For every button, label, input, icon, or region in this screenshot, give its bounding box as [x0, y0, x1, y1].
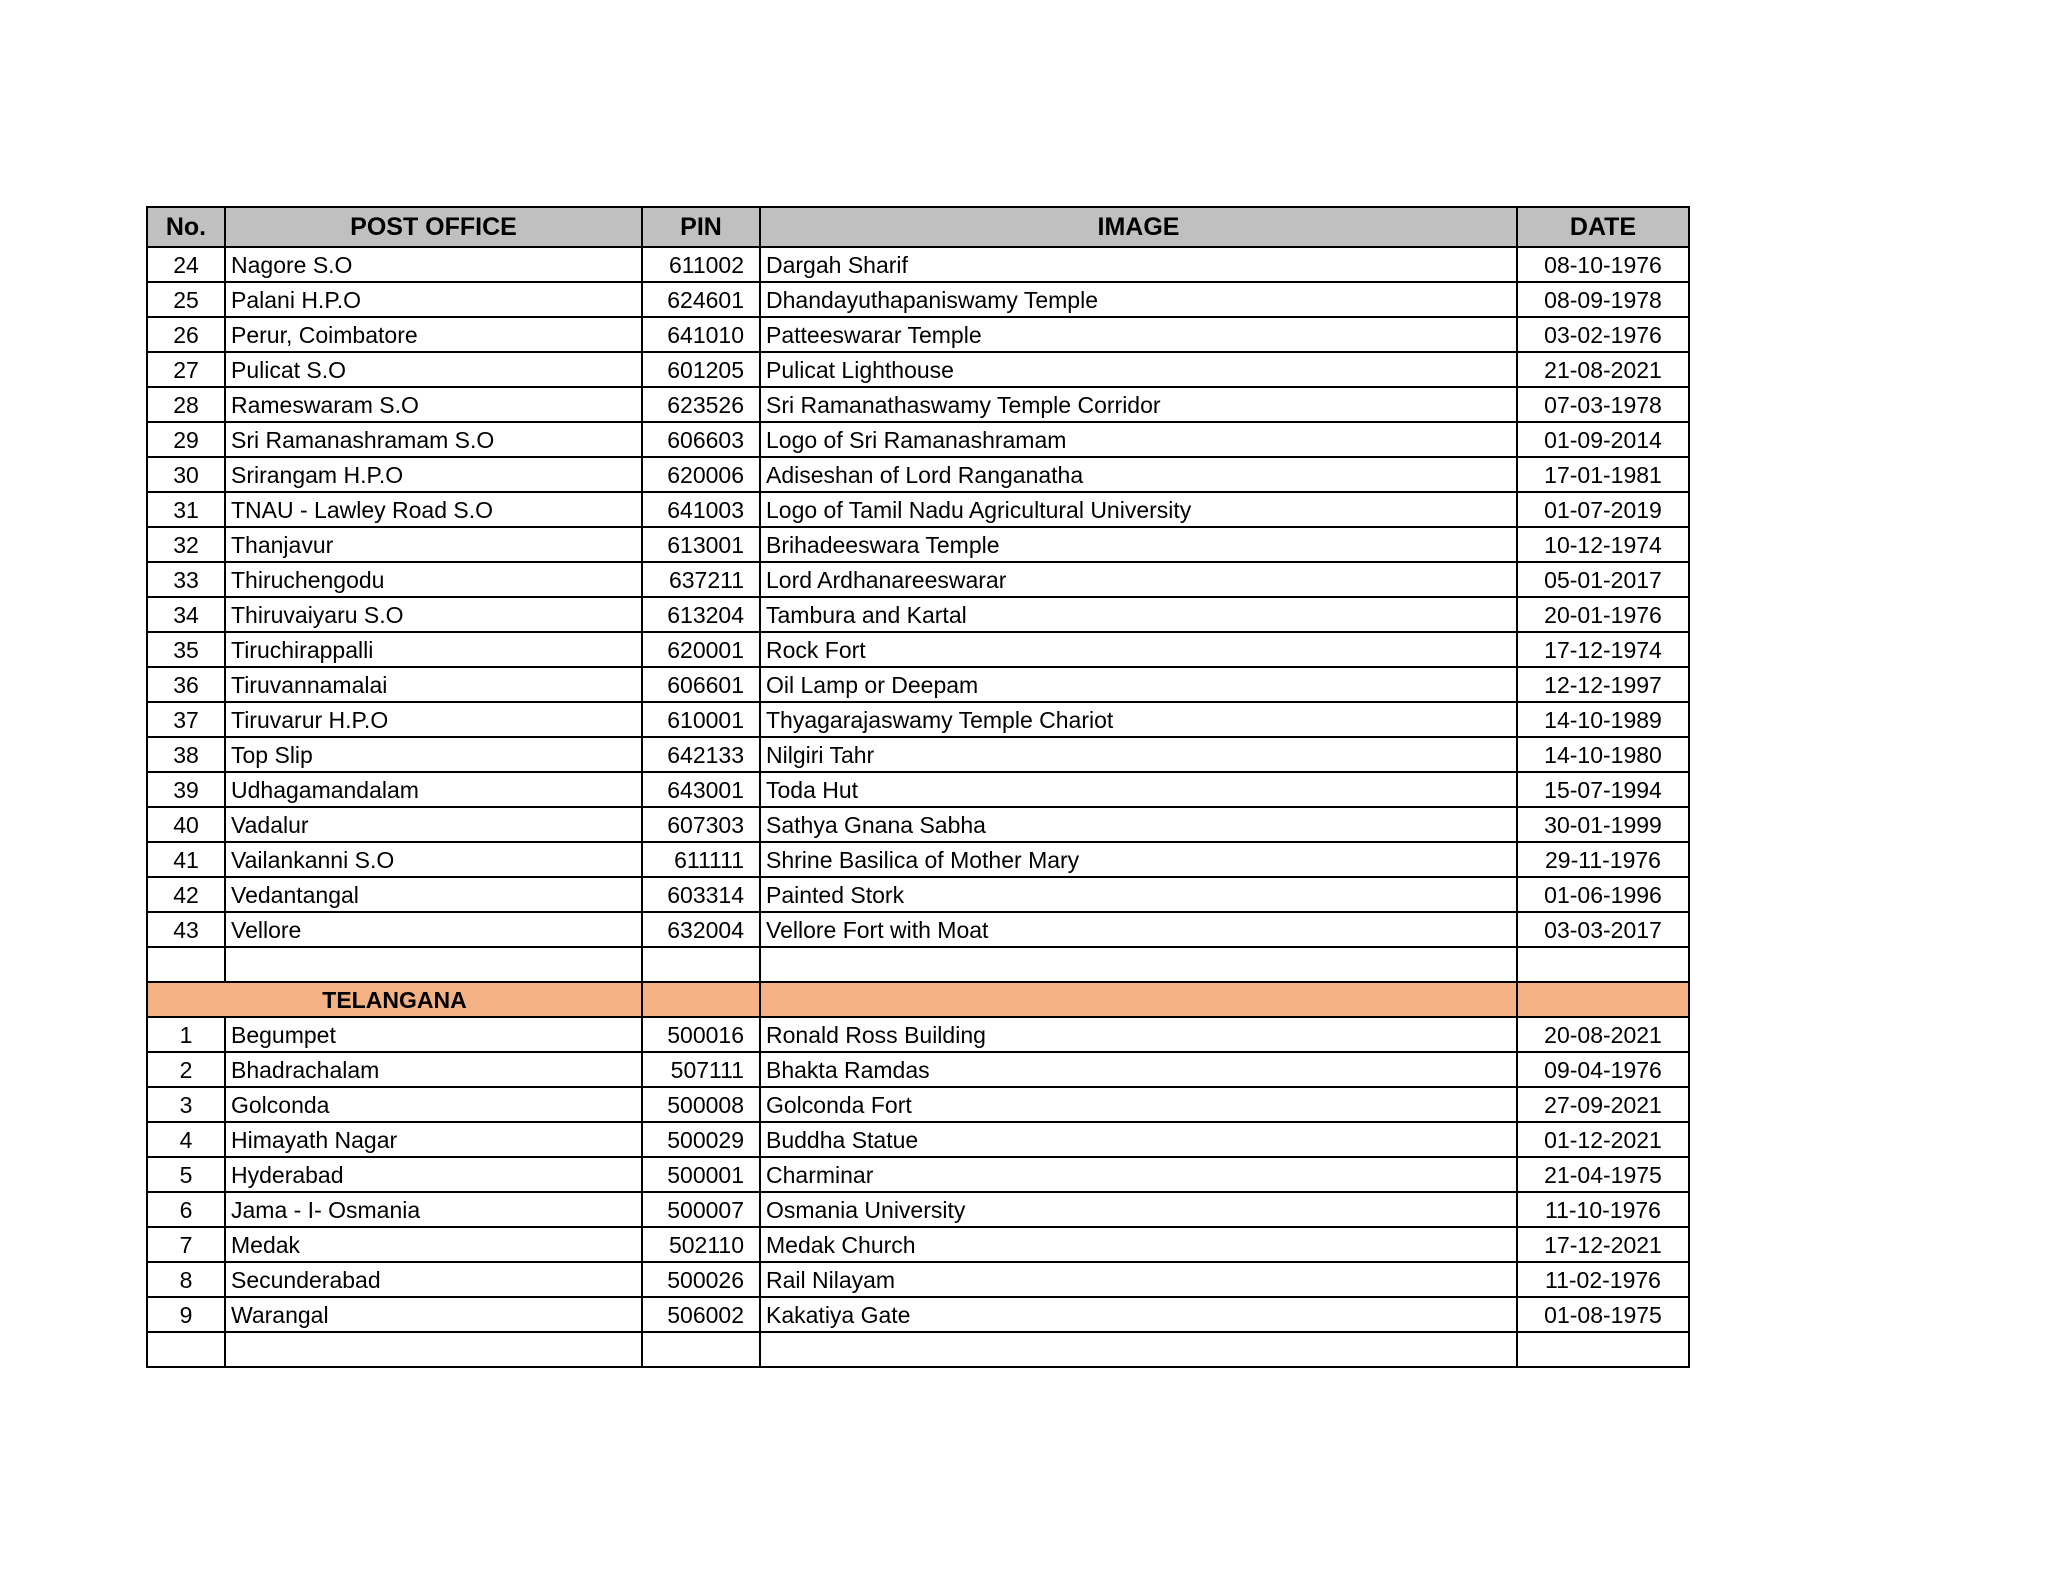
cell-image: Toda Hut	[760, 772, 1517, 807]
cell-date: 29-11-1976	[1517, 842, 1689, 877]
cell-image: Logo of Sri Ramanashramam	[760, 422, 1517, 457]
table-row	[147, 842, 1689, 877]
cell-post-office: Top Slip	[225, 737, 642, 772]
section-fill-cell	[760, 982, 1517, 1017]
cell-no: 40	[147, 807, 225, 842]
cell-post-office: Nagore S.O	[225, 247, 642, 282]
cell-post-office: Thanjavur	[225, 527, 642, 562]
cell-post-office: Golconda	[225, 1087, 642, 1122]
cell-date: 09-04-1976	[1517, 1052, 1689, 1087]
empty-cell	[147, 1332, 225, 1367]
cell-post-office: TNAU - Lawley Road S.O	[225, 492, 642, 527]
cell-date: 08-10-1976	[1517, 247, 1689, 282]
tamil-nadu-rows	[147, 247, 1689, 947]
cell-image: Rock Fort	[760, 632, 1517, 667]
cell-image: Logo of Tamil Nadu Agricultural University	[760, 492, 1517, 527]
cell-date: 30-01-1999	[1517, 807, 1689, 842]
table-row	[147, 317, 1689, 352]
post-office-table	[146, 206, 1690, 1368]
cell-pin: 500016	[642, 1017, 760, 1052]
table-row	[147, 457, 1689, 492]
section-title: TELANGANA	[147, 982, 642, 1017]
spacer-and-section	[147, 947, 1689, 1017]
cell-no: 3	[147, 1087, 225, 1122]
cell-pin: 642133	[642, 737, 760, 772]
cell-date: 03-03-2017	[1517, 912, 1689, 947]
header-pin: PIN	[642, 207, 760, 247]
cell-no: 4	[147, 1122, 225, 1157]
empty-row	[147, 1332, 1689, 1367]
cell-post-office: Himayath Nagar	[225, 1122, 642, 1157]
section-row-telangana	[147, 982, 1689, 1017]
cell-image: Adiseshan of Lord Ranganatha	[760, 457, 1517, 492]
cell-pin: 611111	[642, 842, 760, 877]
cell-no: 27	[147, 352, 225, 387]
cell-image: Golconda Fort	[760, 1087, 1517, 1122]
cell-pin: 632004	[642, 912, 760, 947]
cell-no: 7	[147, 1227, 225, 1262]
cell-date: 10-12-1974	[1517, 527, 1689, 562]
cell-post-office: Sri Ramanashramam S.O	[225, 422, 642, 457]
header-no: No.	[147, 207, 225, 247]
cell-date: 20-01-1976	[1517, 597, 1689, 632]
table-row	[147, 772, 1689, 807]
cell-pin: 620001	[642, 632, 760, 667]
cell-no: 43	[147, 912, 225, 947]
trailing-rows	[147, 1332, 1689, 1367]
cell-pin: 637211	[642, 562, 760, 597]
cell-no: 1	[147, 1017, 225, 1052]
cell-image: Thyagarajaswamy Temple Chariot	[760, 702, 1517, 737]
cell-post-office: Udhagamandalam	[225, 772, 642, 807]
section-fill-cell	[642, 982, 760, 1017]
cell-date: 01-08-1975	[1517, 1297, 1689, 1332]
cell-image: Shrine Basilica of Mother Mary	[760, 842, 1517, 877]
cell-post-office: Thiruvaiyaru S.O	[225, 597, 642, 632]
table-row	[147, 1297, 1689, 1332]
cell-pin: 500029	[642, 1122, 760, 1157]
cell-no: 42	[147, 877, 225, 912]
table-row	[147, 912, 1689, 947]
telangana-rows	[147, 1017, 1689, 1332]
cell-date: 21-04-1975	[1517, 1157, 1689, 1192]
cell-date: 01-07-2019	[1517, 492, 1689, 527]
cell-image: Nilgiri Tahr	[760, 737, 1517, 772]
cell-post-office: Thiruchengodu	[225, 562, 642, 597]
table-row	[147, 352, 1689, 387]
cell-post-office: Jama - I- Osmania	[225, 1192, 642, 1227]
cell-image: Sri Ramanathaswamy Temple Corridor	[760, 387, 1517, 422]
cell-post-office: Medak	[225, 1227, 642, 1262]
header-row	[147, 207, 1689, 247]
cell-date: 01-12-2021	[1517, 1122, 1689, 1157]
cell-no: 24	[147, 247, 225, 282]
table-row	[147, 877, 1689, 912]
cell-image: Dargah Sharif	[760, 247, 1517, 282]
table-row	[147, 1192, 1689, 1227]
cell-image: Tambura and Kartal	[760, 597, 1517, 632]
table-row	[147, 562, 1689, 597]
cell-post-office: Secunderabad	[225, 1262, 642, 1297]
cell-no: 2	[147, 1052, 225, 1087]
cell-date: 17-01-1981	[1517, 457, 1689, 492]
cell-pin: 500001	[642, 1157, 760, 1192]
cell-post-office: Vailankanni S.O	[225, 842, 642, 877]
cell-pin: 507111	[642, 1052, 760, 1087]
table-row	[147, 1227, 1689, 1262]
empty-row	[147, 947, 1689, 982]
cell-post-office: Bhadrachalam	[225, 1052, 642, 1087]
cell-image: Dhandayuthapaniswamy Temple	[760, 282, 1517, 317]
cell-no: 31	[147, 492, 225, 527]
cell-pin: 502110	[642, 1227, 760, 1262]
cell-pin: 641003	[642, 492, 760, 527]
cell-pin: 620006	[642, 457, 760, 492]
empty-cell	[642, 1332, 760, 1367]
cell-image: Lord Ardhanareeswarar	[760, 562, 1517, 597]
cell-image: Pulicat Lighthouse	[760, 352, 1517, 387]
cell-image: Bhakta Ramdas	[760, 1052, 1517, 1087]
empty-cell	[225, 947, 642, 982]
cell-no: 35	[147, 632, 225, 667]
cell-image: Charminar	[760, 1157, 1517, 1192]
cell-date: 08-09-1978	[1517, 282, 1689, 317]
cell-image: Patteeswarar Temple	[760, 317, 1517, 352]
cell-post-office: Vadalur	[225, 807, 642, 842]
cell-pin: 613204	[642, 597, 760, 632]
cell-image: Medak Church	[760, 1227, 1517, 1262]
header-image: IMAGE	[760, 207, 1517, 247]
header-post-office: POST OFFICE	[225, 207, 642, 247]
cell-pin: 606603	[642, 422, 760, 457]
cell-post-office: Vedantangal	[225, 877, 642, 912]
cell-pin: 601205	[642, 352, 760, 387]
cell-no: 26	[147, 317, 225, 352]
table-row	[147, 1052, 1689, 1087]
cell-no: 28	[147, 387, 225, 422]
cell-no: 9	[147, 1297, 225, 1332]
table-row	[147, 282, 1689, 317]
table-row	[147, 737, 1689, 772]
cell-pin: 506002	[642, 1297, 760, 1332]
cell-date: 07-03-1978	[1517, 387, 1689, 422]
cell-date: 14-10-1980	[1517, 737, 1689, 772]
cell-image: Vellore Fort with Moat	[760, 912, 1517, 947]
cell-pin: 643001	[642, 772, 760, 807]
cell-date: 15-07-1994	[1517, 772, 1689, 807]
cell-no: 8	[147, 1262, 225, 1297]
cell-no: 32	[147, 527, 225, 562]
cell-image: Osmania University	[760, 1192, 1517, 1227]
table-row	[147, 1087, 1689, 1122]
empty-cell	[147, 947, 225, 982]
cell-pin: 606601	[642, 667, 760, 702]
cell-image: Kakatiya Gate	[760, 1297, 1517, 1332]
cell-no: 41	[147, 842, 225, 877]
cell-pin: 607303	[642, 807, 760, 842]
empty-cell	[760, 947, 1517, 982]
cell-no: 36	[147, 667, 225, 702]
cell-pin: 500026	[642, 1262, 760, 1297]
cell-date: 20-08-2021	[1517, 1017, 1689, 1052]
table-row	[147, 422, 1689, 457]
cell-date: 11-10-1976	[1517, 1192, 1689, 1227]
cell-date: 12-12-1997	[1517, 667, 1689, 702]
cell-no: 33	[147, 562, 225, 597]
cell-post-office: Begumpet	[225, 1017, 642, 1052]
table-row	[147, 1157, 1689, 1192]
cell-no: 38	[147, 737, 225, 772]
cell-image: Ronald Ross Building	[760, 1017, 1517, 1052]
table-row	[147, 1262, 1689, 1297]
table-row	[147, 807, 1689, 842]
cell-no: 25	[147, 282, 225, 317]
cell-no: 37	[147, 702, 225, 737]
cell-post-office: Hyderabad	[225, 1157, 642, 1192]
cell-image: Oil Lamp or Deepam	[760, 667, 1517, 702]
cell-date: 17-12-1974	[1517, 632, 1689, 667]
cell-pin: 610001	[642, 702, 760, 737]
cell-post-office: Vellore	[225, 912, 642, 947]
table-row	[147, 1017, 1689, 1052]
section-fill-cell	[1517, 982, 1689, 1017]
cell-pin: 623526	[642, 387, 760, 422]
cell-post-office: Srirangam H.P.O	[225, 457, 642, 492]
cell-pin: 624601	[642, 282, 760, 317]
cell-no: 5	[147, 1157, 225, 1192]
cell-post-office: Rameswaram S.O	[225, 387, 642, 422]
cell-image: Brihadeeswara Temple	[760, 527, 1517, 562]
table-row	[147, 527, 1689, 562]
cell-image: Painted Stork	[760, 877, 1517, 912]
cell-date: 21-08-2021	[1517, 352, 1689, 387]
empty-cell	[642, 947, 760, 982]
cell-date: 14-10-1989	[1517, 702, 1689, 737]
cell-post-office: Perur, Coimbatore	[225, 317, 642, 352]
cell-pin: 641010	[642, 317, 760, 352]
empty-cell	[225, 1332, 642, 1367]
cell-date: 11-02-1976	[1517, 1262, 1689, 1297]
cell-pin: 500008	[642, 1087, 760, 1122]
cell-no: 6	[147, 1192, 225, 1227]
empty-cell	[760, 1332, 1517, 1367]
cell-date: 03-02-1976	[1517, 317, 1689, 352]
table-row	[147, 632, 1689, 667]
header-date: DATE	[1517, 207, 1689, 247]
table-row	[147, 387, 1689, 422]
cell-no: 34	[147, 597, 225, 632]
cell-no: 29	[147, 422, 225, 457]
table-row	[147, 247, 1689, 282]
cell-date: 01-09-2014	[1517, 422, 1689, 457]
cell-pin: 500007	[642, 1192, 760, 1227]
cell-image: Rail Nilayam	[760, 1262, 1517, 1297]
cell-no: 30	[147, 457, 225, 492]
cell-image: Sathya Gnana Sabha	[760, 807, 1517, 842]
empty-cell	[1517, 1332, 1689, 1367]
cell-date: 05-01-2017	[1517, 562, 1689, 597]
cell-pin: 613001	[642, 527, 760, 562]
cell-post-office: Tiruchirappalli	[225, 632, 642, 667]
table-row	[147, 492, 1689, 527]
cell-post-office: Palani H.P.O	[225, 282, 642, 317]
cell-no: 39	[147, 772, 225, 807]
cell-date: 17-12-2021	[1517, 1227, 1689, 1262]
cell-post-office: Tiruvarur H.P.O	[225, 702, 642, 737]
cell-post-office: Tiruvannamalai	[225, 667, 642, 702]
table-row	[147, 597, 1689, 632]
cell-image: Buddha Statue	[760, 1122, 1517, 1157]
table-row	[147, 1122, 1689, 1157]
cell-pin: 603314	[642, 877, 760, 912]
cell-date: 27-09-2021	[1517, 1087, 1689, 1122]
table-row	[147, 667, 1689, 702]
cell-pin: 611002	[642, 247, 760, 282]
cell-post-office: Pulicat S.O	[225, 352, 642, 387]
cell-post-office: Warangal	[225, 1297, 642, 1332]
cell-date: 01-06-1996	[1517, 877, 1689, 912]
table-row	[147, 702, 1689, 737]
empty-cell	[1517, 947, 1689, 982]
